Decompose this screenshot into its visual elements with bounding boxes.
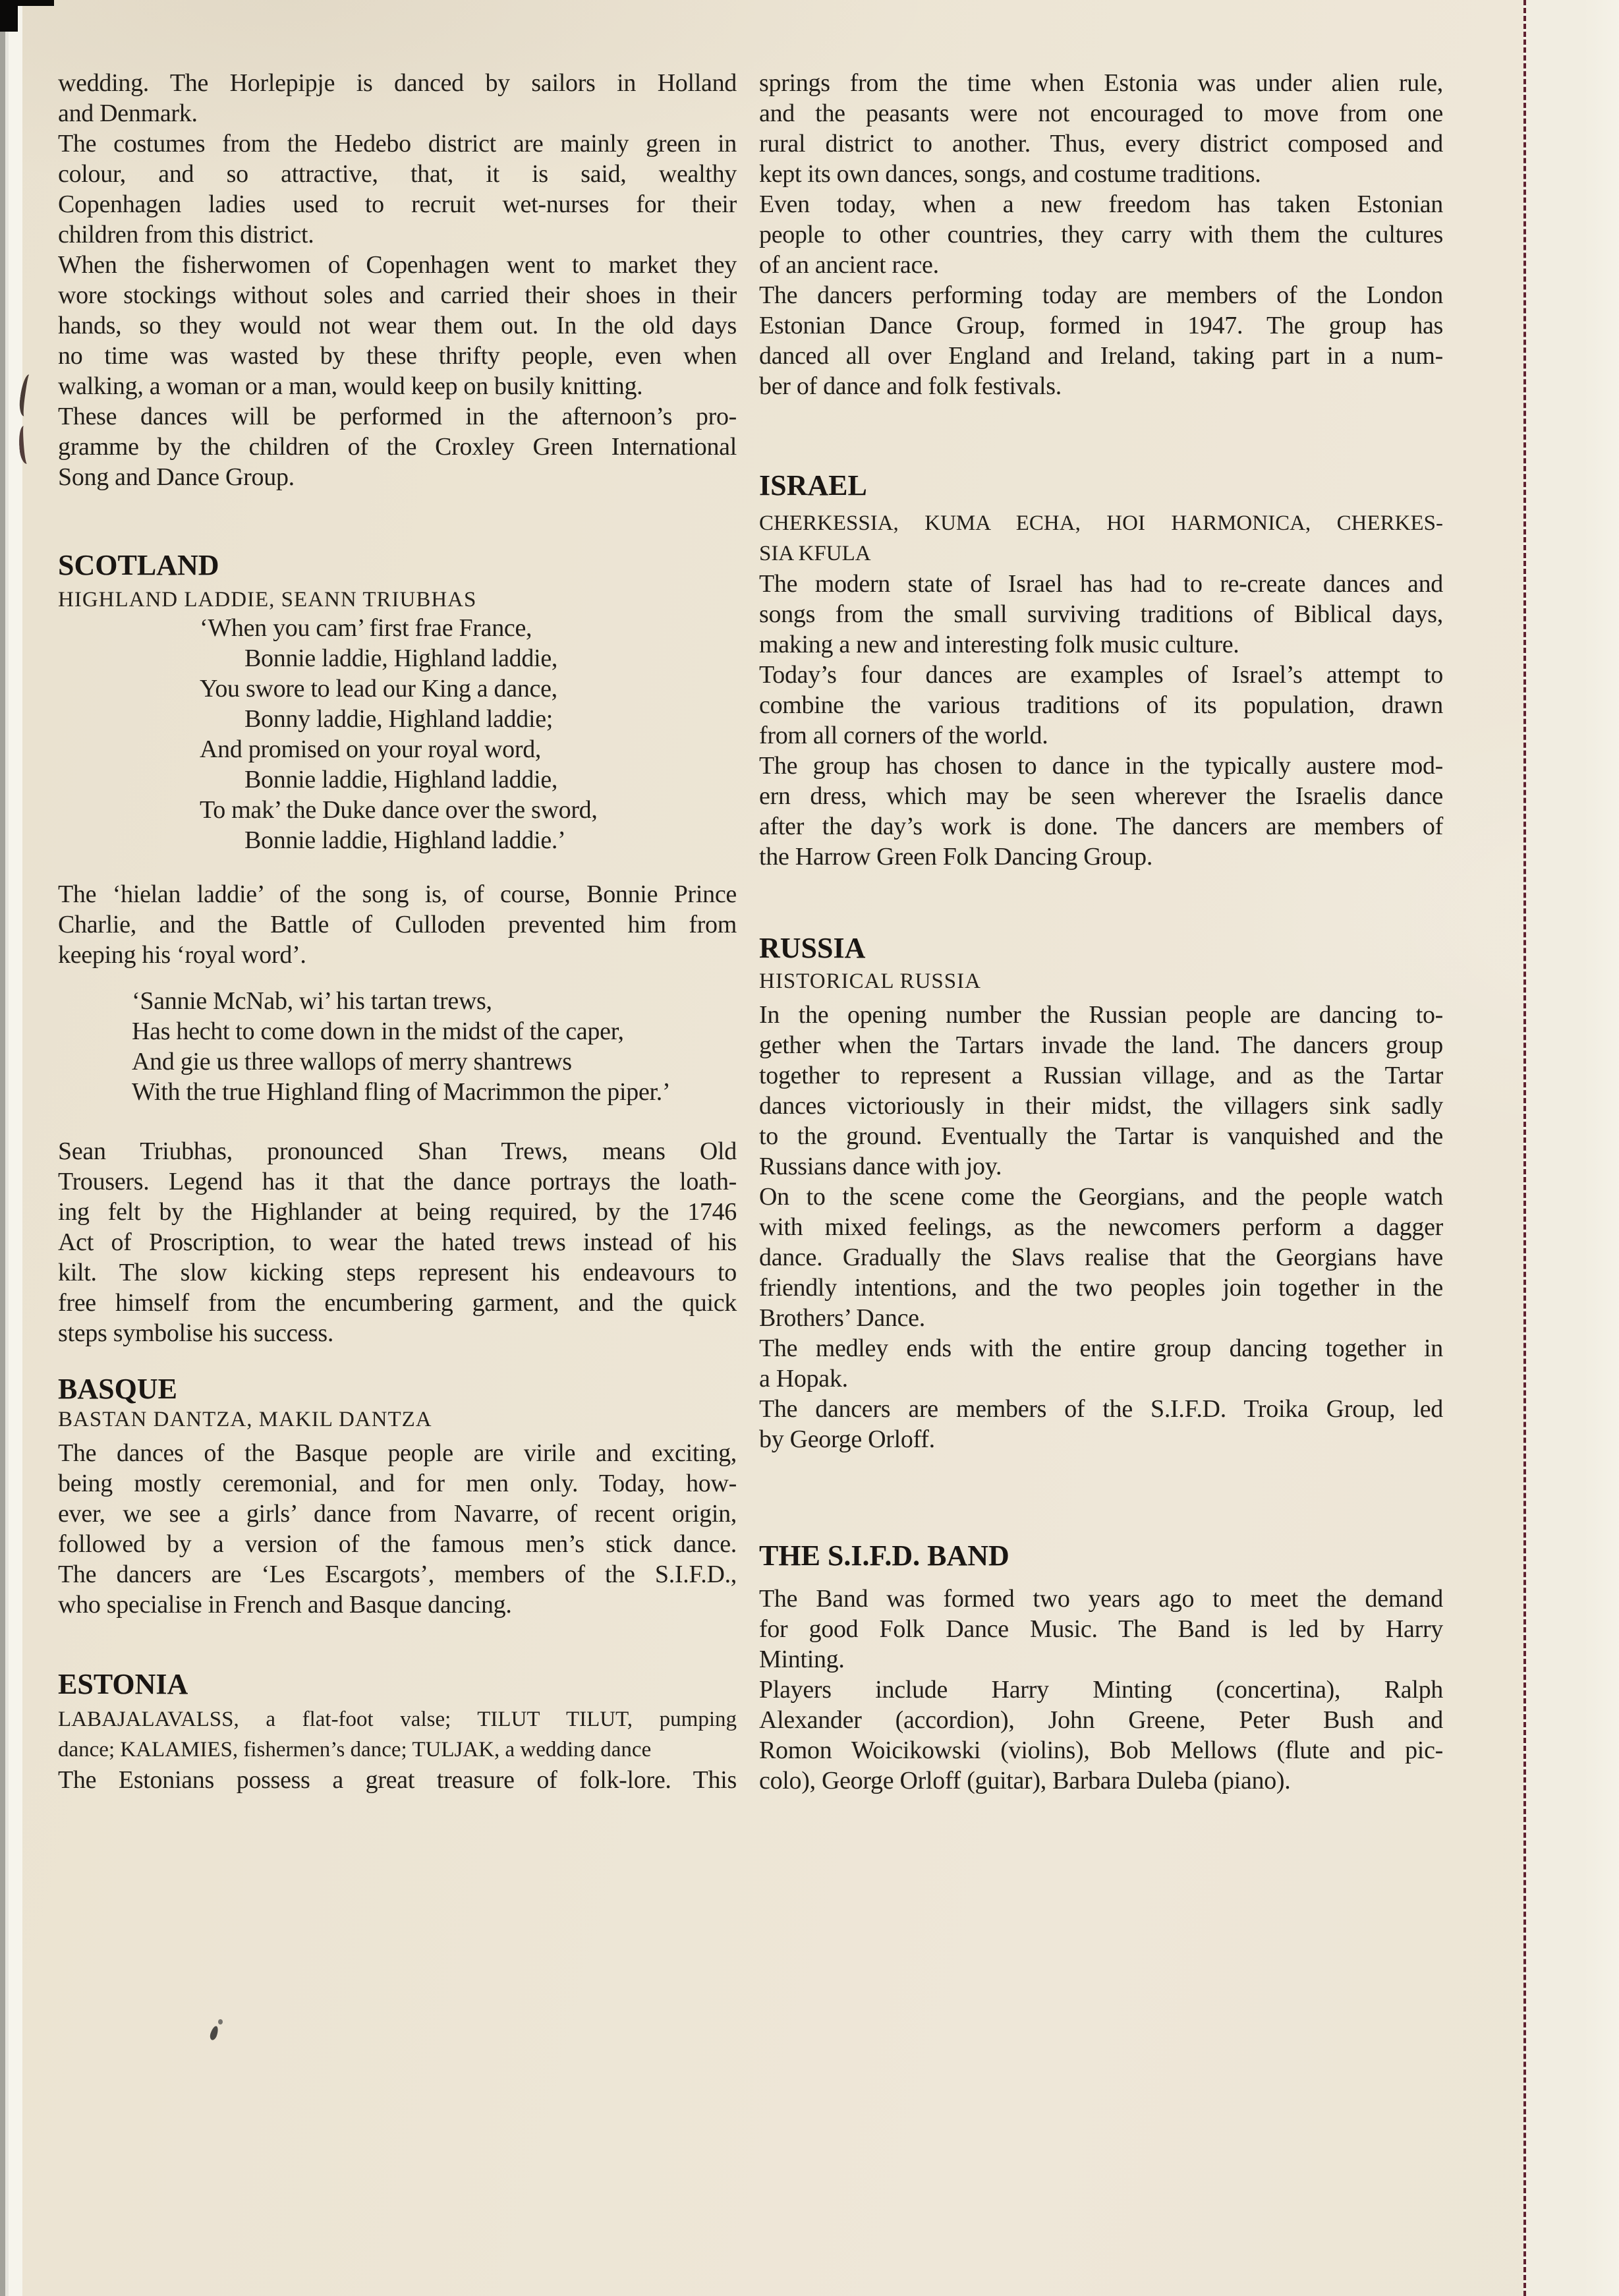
text-line: colo), George Orloff (guitar), Barbara Duleba (piano). (759, 1767, 1291, 1794)
text-line: The medley ends with the entire group dancing together in (759, 1335, 1443, 1362)
ink-mark (209, 2025, 219, 2041)
text-line: hands, so they would not wear them out. In the old days (58, 312, 737, 339)
scotland-verse-2 (132, 986, 737, 1107)
text-line: walking, a woman or a man, would keep on busily knitting. (58, 372, 643, 400)
paragraph-basque (58, 1438, 737, 1620)
text-line: Act of Proscription, to wear the hated trews instead of his (58, 1228, 737, 1256)
estonia-dance-titles (58, 1704, 737, 1765)
text-line: Bonny laddie, Highland laddie; (244, 705, 554, 733)
page-fold-strip (1523, 0, 1619, 2296)
scan-edge-strip (0, 0, 22, 2296)
text-line: CHERKESSIA, KUMA ECHA, HOI HARMONICA, CHERKES- (759, 511, 1443, 535)
text-line: together to represent a Russian village, and as the Tartar (759, 1062, 1443, 1089)
scotland-dance-titles: HIGHLAND LADDIE, SEANN TRIUBHAS (58, 588, 477, 612)
paragraph-russia-4 (759, 1394, 1443, 1454)
text-line: These dances will be performed in the afternoon’s pro- (58, 403, 737, 430)
text-line: to the ground. Eventually the Tartar is vanquished and the (759, 1122, 1443, 1150)
basque-dance-titles: BASTAN DANTZA, MAKIL DANTZA (58, 1408, 432, 1431)
text-line: ever, we see a girls’ dance from Navarre, of recent origin, (58, 1500, 737, 1528)
paragraph-denmark-4 (58, 401, 737, 492)
text-line: The dancers are ‘Les Escargots’, members of the S.I.F.D., (58, 1561, 737, 1588)
text-line: and Denmark. (58, 100, 198, 127)
text-line: Even today, when a new freedom has taken Estonian (759, 190, 1443, 218)
text-line: a Hopak. (759, 1365, 848, 1392)
text-line: The dancers performing today are members of the London (759, 281, 1443, 309)
text-line: You swore to lead our King a dance, (200, 675, 557, 703)
text-line: Charlie, and the Battle of Culloden prevented him from (58, 911, 737, 938)
israel-dance-titles (759, 508, 1443, 569)
right-column (759, 68, 1443, 1796)
text-line: for good Folk Dance Music. The Band is led by Harry (759, 1615, 1443, 1643)
paragraph-estonia-cont-3 (759, 280, 1443, 401)
paragraph-estonia-cont-2 (759, 189, 1443, 280)
text-line: keeping his ‘royal word’. (58, 941, 306, 969)
text-line: Russians dance with joy. (759, 1153, 1002, 1180)
paragraph-estonia (58, 1765, 737, 1795)
paragraph-sean-triubhas (58, 1136, 737, 1348)
text-line: kept its own dances, songs, and costume traditions. (759, 160, 1261, 188)
text-line: people to other countries, they carry with them the cultures (759, 221, 1443, 248)
ink-mark (218, 2019, 223, 2024)
text-line: rural district to another. Thus, every district composed and (759, 130, 1443, 158)
text-line: dance. Gradually the Slavs realise that the Georgians have (759, 1244, 1443, 1271)
text-line: With the true Highland fling of Macrimmon the piper.’ (132, 1078, 671, 1106)
paragraph-israel-2 (759, 660, 1443, 751)
text-line: dances victoriously in their midst, the villagers sink sadly (759, 1092, 1443, 1120)
section-heading-estonia: ESTONIA (58, 1668, 188, 1700)
paragraph-hielan-laddie (58, 879, 737, 970)
text-line: of an ancient race. (759, 251, 939, 279)
text-line: And gie us three wallops of merry shantrews (132, 1048, 572, 1076)
paragraph-denmark-2 (58, 129, 737, 250)
text-line: Brothers’ Dance. (759, 1304, 925, 1332)
text-line: ing felt by the Highlander at being required, by the 1746 (58, 1198, 737, 1226)
text-line: The Estonians possess a great treasure of folk-lore. This (58, 1766, 737, 1794)
paragraph-israel-1 (759, 569, 1443, 660)
text-line: And promised on your royal word, (200, 735, 542, 763)
text-line: ern dress, which may be seen wherever the Israelis dance (759, 782, 1443, 810)
text-line: Song and Dance Group. (58, 463, 295, 491)
text-line: SIA KFULA (759, 542, 871, 565)
text-line: Trousers. Legend has it that the dance portrays the loath- (58, 1168, 737, 1195)
scan-corner-mark (0, 0, 18, 32)
text-line: from all corners of the world. (759, 722, 1048, 749)
text-line: On to the scene come the Georgians, and the people watch (759, 1183, 1443, 1211)
paragraph-israel-3 (759, 751, 1443, 872)
text-line: The group has chosen to dance in the typically austere mod- (759, 752, 1443, 780)
text-line: who specialise in French and Basque dancing. (58, 1591, 512, 1619)
section-heading-basque: BASQUE (58, 1373, 177, 1405)
section-heading-scotland: SCOTLAND (58, 549, 219, 581)
text-line: Has hecht to come down in the midst of the caper, (132, 1018, 624, 1045)
text-line: To mak’ the Duke dance over the sword, (200, 796, 598, 824)
text-line: Bonnie laddie, Highland laddie.’ (244, 826, 566, 854)
text-line: Players include Harry Minting (concertina), Ralph (759, 1676, 1443, 1704)
text-line: wedding. The Horlepipje is danced by sailors in Holland (58, 69, 737, 97)
text-line: and the peasants were not encouraged to move from one (759, 100, 1443, 127)
text-line: steps symbolise his success. (58, 1319, 334, 1347)
text-line: When the fisherwomen of Copenhagen went to market they (58, 251, 737, 279)
text-line: Today’s four dances are examples of Israel’s attempt to (759, 661, 1443, 689)
paragraph-russia-3 (759, 1333, 1443, 1394)
paragraph-russia-1 (759, 1000, 1443, 1182)
text-line: free himself from the encumbering garment, and the quick (58, 1289, 737, 1317)
text-line: combine the various traditions of its population, drawn (759, 691, 1443, 719)
text-line: Bonnie laddie, Highland laddie, (244, 645, 558, 672)
text-line: after the day’s work is done. The dancers are members of (759, 813, 1443, 840)
text-line: Copenhagen ladies used to recruit wet-nurses for their (58, 190, 737, 218)
text-line: colour, and so attractive, that, it is said, wealthy (58, 160, 737, 188)
russia-dance-titles: HISTORICAL RUSSIA (759, 969, 981, 993)
text-line: gramme by the children of the Croxley Green International (58, 433, 737, 461)
text-line: ‘When you cam’ first frae France, (200, 614, 532, 642)
text-line: Romon Woicikowski (violins), Bob Mellows (flute and pic- (759, 1736, 1443, 1764)
text-line: dance; KALAMIES, fishermen’s dance; TULJAK, a wedding dance (58, 1738, 652, 1762)
paragraph-band-1 (759, 1584, 1443, 1675)
text-line: danced all over England and Ireland, taking part in a num- (759, 342, 1443, 370)
text-line: songs from the small surviving traditions of Biblical days, (759, 600, 1443, 628)
text-line: no time was wasted by these thrifty people, even when (58, 342, 737, 370)
text-line: gether when the Tartars invade the land. The dancers group (759, 1031, 1443, 1059)
text-line: kilt. The slow kicking steps represent his endeavours to (58, 1259, 737, 1286)
paragraph-band-2 (759, 1675, 1443, 1796)
section-heading-russia: RUSSIA (759, 932, 866, 964)
paragraph-denmark-1 (58, 68, 737, 129)
text-line: The costumes from the Hedebo district are mainly green in (58, 130, 737, 158)
text-line: friendly intentions, and the two peoples join together in the (759, 1274, 1443, 1302)
text-line: The dances of the Basque people are virile and exciting, (58, 1439, 737, 1467)
left-column (58, 68, 737, 1795)
text-line: The dancers are members of the S.I.F.D. Troika Group, led (759, 1395, 1443, 1423)
section-heading-israel: ISRAEL (759, 469, 867, 502)
text-line: Sean Triubhas, pronounced Shan Trews, means Old (58, 1137, 737, 1165)
text-line: the Harrow Green Folk Dancing Group. (759, 843, 1153, 871)
text-line: ber of dance and folk festivals. (759, 372, 1062, 400)
text-line: Bonnie laddie, Highland laddie, (244, 766, 558, 793)
text-line: with mixed feelings, as the newcomers perform a dagger (759, 1213, 1443, 1241)
text-line: springs from the time when Estonia was under alien rule, (759, 69, 1443, 97)
scan-top-mark (16, 0, 54, 6)
text-line: wore stockings without soles and carried their shoes in their (58, 281, 737, 309)
text-line: by George Orloff. (759, 1425, 935, 1453)
text-line: making a new and interesting folk music culture. (759, 631, 1239, 658)
paragraph-denmark-3 (58, 250, 737, 401)
scotland-verse-1 (200, 613, 737, 855)
paragraph-estonia-cont-1 (759, 68, 1443, 189)
text-line: LABAJALAVALSS, a flat-foot valse; TILUT TILUT, pumping (58, 1708, 737, 1731)
text-line: Alexander (accordion), John Greene, Peter Bush and (759, 1706, 1443, 1734)
text-line: In the opening number the Russian people are dancing to- (759, 1001, 1443, 1029)
text-line: The Band was formed two years ago to meet the demand (759, 1585, 1443, 1613)
paragraph-russia-2 (759, 1182, 1443, 1333)
text-line: children from this district. (58, 221, 314, 248)
text-line: The ‘hielan laddie’ of the song is, of course, Bonnie Prince (58, 880, 737, 908)
text-line: Estonian Dance Group, formed in 1947. The group has (759, 312, 1443, 339)
text-line: ‘Sannie McNab, wi’ his tartan trews, (132, 987, 492, 1015)
text-line: followed by a version of the famous men’s stick dance. (58, 1530, 737, 1558)
text-line: being mostly ceremonial, and for men only. Today, how- (58, 1470, 737, 1497)
text-line: Minting. (759, 1646, 845, 1673)
section-heading-sifd-band: THE S.I.F.D. BAND (759, 1539, 1009, 1572)
text-line: The modern state of Israel has had to re-create dances and (759, 570, 1443, 598)
